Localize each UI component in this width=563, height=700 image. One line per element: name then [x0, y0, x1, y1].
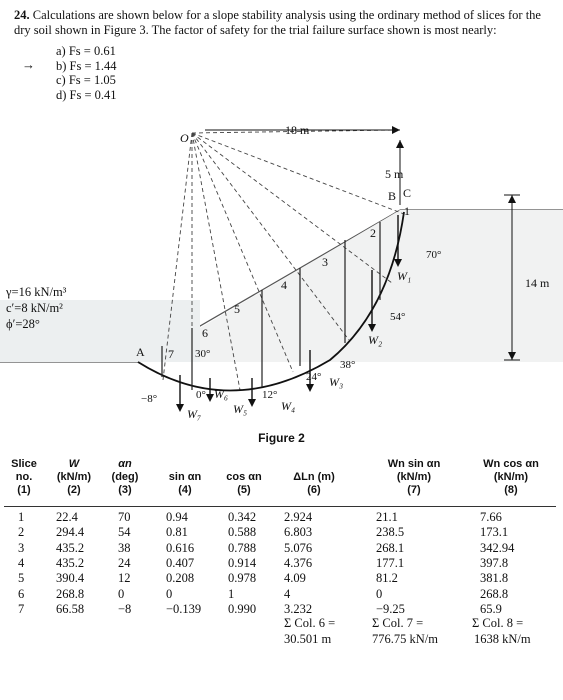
table-cell: 0.342	[228, 510, 257, 524]
table-cell: 435.2	[56, 540, 85, 555]
top-dim-label: 5 m	[385, 167, 404, 181]
table-cell: 390.4	[56, 571, 85, 586]
angle-70: 70°	[426, 249, 442, 261]
table-cell: 0	[118, 586, 125, 601]
origin-label: O	[180, 131, 189, 145]
table-cell: 22.4	[56, 510, 78, 524]
weight-w5: W₅	[233, 402, 248, 416]
table-cell: 342.94	[480, 540, 515, 555]
weight-w3: W₃	[329, 375, 344, 389]
table-cell: 21.1	[376, 510, 398, 524]
table-cell: 65.9	[480, 601, 502, 616]
table-cell: 2	[18, 525, 25, 540]
angle-38: 38°	[340, 359, 356, 371]
table-cell: 4	[18, 555, 25, 570]
table-cell: 4.376	[284, 555, 313, 570]
table-cell: 81.2	[376, 571, 398, 586]
option-b[interactable]: b) Fs = 1.44	[56, 58, 117, 73]
weight-w1: W₁	[397, 269, 412, 283]
selected-arrow-icon: →	[22, 57, 35, 72]
table-cell: 0.990	[228, 601, 257, 616]
slice-number: 5	[234, 302, 240, 316]
table-cell: 0	[166, 586, 173, 601]
table-cell: 3	[18, 540, 25, 555]
option-d[interactable]: d) Fs = 0.41	[56, 87, 117, 102]
table-cell: 70	[118, 510, 131, 524]
angle-30: 30°	[195, 348, 211, 360]
table-cell: 6.803	[284, 525, 313, 540]
header-slice: Slice no. (1)	[11, 458, 37, 496]
table-cell: 0.208	[166, 571, 195, 586]
sum-col7-label: Σ Col. 7 =	[372, 616, 424, 630]
point-b-label: B	[388, 189, 397, 203]
table-cell: 435.2	[56, 555, 85, 570]
table-cell: 7.66	[480, 510, 502, 524]
slice-number: 1	[404, 204, 410, 218]
sum-col7-value: 776.75 kN/m	[372, 632, 438, 646]
table-cell: −8	[118, 601, 132, 616]
table-cell: 238.5	[376, 525, 405, 540]
width-dim-label: 18 m	[285, 123, 310, 137]
header-sin: sin αn (4)	[168, 471, 202, 496]
table-cell: 268.8	[480, 586, 509, 601]
table-cell: 294.4	[56, 525, 85, 540]
table-cell: 268.1	[376, 540, 405, 555]
option-a[interactable]: a) Fs = 0.61	[56, 44, 116, 58]
slice-number: 7	[168, 347, 174, 361]
sum-col8-value: 1638 kN/m	[474, 632, 531, 646]
weight-w7: W₇	[187, 407, 202, 421]
header-wsin: Wn sin αn (kN/m) (7)	[387, 458, 441, 496]
question-number: 24.	[14, 8, 30, 22]
figure-caption: Figure 2	[258, 431, 305, 445]
cohesion: c′=8 kN/m²	[6, 301, 63, 315]
header-weight: W (kN/m) (2)	[56, 458, 92, 496]
weight-w6: W₆	[214, 387, 229, 401]
table-cell: 0.407	[166, 555, 195, 570]
table-cell: 268.8	[56, 586, 85, 601]
slice-number: 2	[370, 226, 376, 240]
table-cell: −9.25	[376, 601, 405, 616]
table-cell: 173.1	[480, 525, 509, 540]
table-cell: 0.914	[228, 555, 257, 570]
table-cell: 0	[376, 586, 383, 601]
soil-properties	[6, 284, 66, 332]
table-cell: 38	[118, 540, 131, 555]
table-cell: 54	[118, 525, 131, 540]
table-cell: 381.8	[480, 571, 509, 586]
table-cell: 0.978	[228, 571, 257, 586]
table-cell: 5.076	[284, 540, 313, 555]
table-cell: 2.924	[284, 510, 313, 524]
table-cell: 1	[18, 510, 25, 524]
table-cell: 4.09	[284, 571, 306, 586]
question-block	[14, 8, 554, 38]
table-cell: 0.94	[166, 510, 188, 524]
weight-w2: W₂	[368, 333, 383, 347]
question-text: Calculations are shown below for a slope stability analysis using the ordinary method of slices for the dry soil shown in Figure 3. The factor of safety for the trial failure surface shown is most nearly:	[14, 8, 541, 37]
table-cell: 0.616	[166, 540, 195, 555]
table-cell: −0.139	[166, 601, 202, 616]
friction-angle: ϕ′=28°	[6, 317, 40, 331]
table-cell: 0.788	[228, 540, 257, 555]
table-cell: 7	[18, 601, 25, 616]
table-cell: 66.58	[56, 601, 85, 616]
slice-number: 3	[322, 255, 328, 269]
slope-stability-figure	[0, 118, 563, 430]
table-cell: 0.588	[228, 525, 257, 540]
header-alpha: αn (deg) (3)	[111, 458, 139, 496]
table-cell: 3.232	[284, 601, 313, 616]
weight-w4: W₄	[281, 399, 296, 413]
angle-12: 12°	[262, 389, 278, 401]
slice-number: 6	[202, 326, 208, 340]
table-cell: 5	[18, 571, 25, 586]
table-cell: 6	[18, 586, 25, 601]
table-cell: 24	[118, 555, 131, 570]
header-rule	[4, 506, 556, 507]
table-cell: 177.1	[376, 555, 405, 570]
header-wcos: Wn cos αn (kN/m) (8)	[483, 458, 539, 496]
answer-options	[22, 44, 117, 102]
point-c-label: C	[403, 186, 412, 200]
sum-col6-label: Σ Col. 6 =	[284, 616, 336, 630]
height-dim-label: 14 m	[525, 276, 550, 290]
angle-0: 0°	[196, 389, 206, 401]
table-cell: 1	[228, 586, 235, 601]
sum-col8-label: Σ Col. 8 =	[472, 616, 524, 630]
table-cell: 12	[118, 571, 131, 586]
angle-minus8: −8°	[141, 393, 158, 405]
header-deltaL: ΔLn (m) (6)	[293, 471, 335, 496]
unit-weight: γ=16 kN/m³	[6, 285, 67, 299]
slice-number: 4	[281, 278, 287, 292]
option-c[interactable]: c) Fs = 1.05	[56, 73, 116, 87]
angle-24: 24°	[306, 371, 322, 383]
point-a-label: A	[136, 345, 145, 359]
angle-54: 54°	[390, 311, 406, 323]
table-cell: 4	[284, 586, 291, 601]
header-cos: cos αn (5)	[226, 471, 262, 496]
table-cell: 397.8	[480, 555, 509, 570]
sum-col6-value: 30.501 m	[284, 632, 332, 646]
table-cell: 0.81	[166, 525, 188, 540]
